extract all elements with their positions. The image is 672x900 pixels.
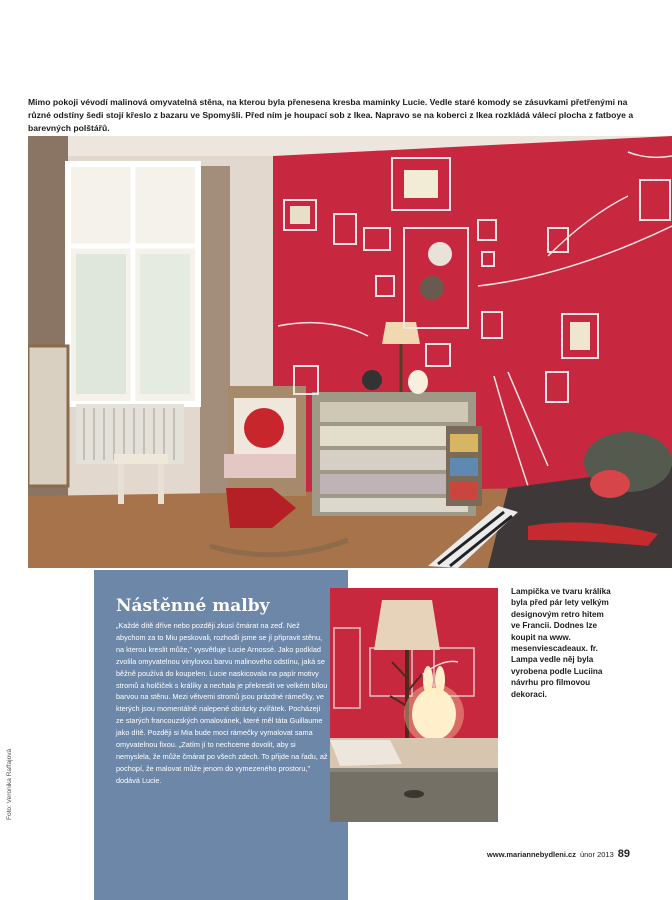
article-heading: Nástěnné malby — [116, 596, 270, 616]
footer-issue: únor 2013 — [579, 850, 614, 859]
hero-photo-room — [28, 136, 672, 568]
footer-site: www.mariannebydleni.cz — [487, 850, 576, 859]
article-panel — [94, 570, 348, 900]
page-footer — [487, 848, 630, 860]
bunny-lamp-photo — [330, 588, 498, 822]
intro-caption: Mimo pokoji vévodí malinová omyvatelná stěna, na kterou byla přenesena kresba maminky Lucie. Vedle staré komody se zásuvkami přetřenými na různé odstíny šedi stojí křeslo z bazaru ve Spomyšli. Před ním je houpací sob z Ikea. Napravo se na koberci z Ikea rozkládá válecí plocha z fatboye a barevných polštářů. — [28, 97, 634, 133]
lamp-caption: Lampička ve tvaru králíka byla před pár lety velkým designovým retro hitem ve Francii. Dodnes lze koupit na www. mesenviescadeaux. fr. Lampa vedle něj byla vyrobena podle Luciina návrhu pro filmovou dekoraci. — [511, 587, 611, 699]
article-body: „Každé dítě dříve nebo později zkusí čmárat na zeď. Než abychom za to Miu peskovali, rozhodli jsme se jí připravit stěnu, na kterou kreslit může," vysvětluje Lucie Arnossé. Jako podklad zvolila omyvatelnou vinylovou barvu malinového odstínu, jaká se běžně používá do koupelen. Lucie naskicovala na papír motivy stromů a holčiček s králíky a nechala je překreslit ve velkém bílou barvou na stěnu. Mezi větvemi stromů jsou prázdné rámečky, ve kterých jsou momentálně nalepené obrázky zvířátek. Pocházejí ze starých francouzských omalovánek, které měl táta Guillaume jako dítě. Později si Mia bude moci rámečky vymalovat sama omyvatelnou fixou. „Zatím jí to nechceme dovolit, aby si nemyslela, že může čmárat po všech zdech. To přijde na řadu, až pochopí, že malovat může jenom do vymezeného prostoru," dodává Lucie. — [116, 621, 328, 785]
photo-credit: Foto: Veronika Raffajová — [6, 748, 13, 820]
page-number: 89 — [617, 848, 630, 860]
